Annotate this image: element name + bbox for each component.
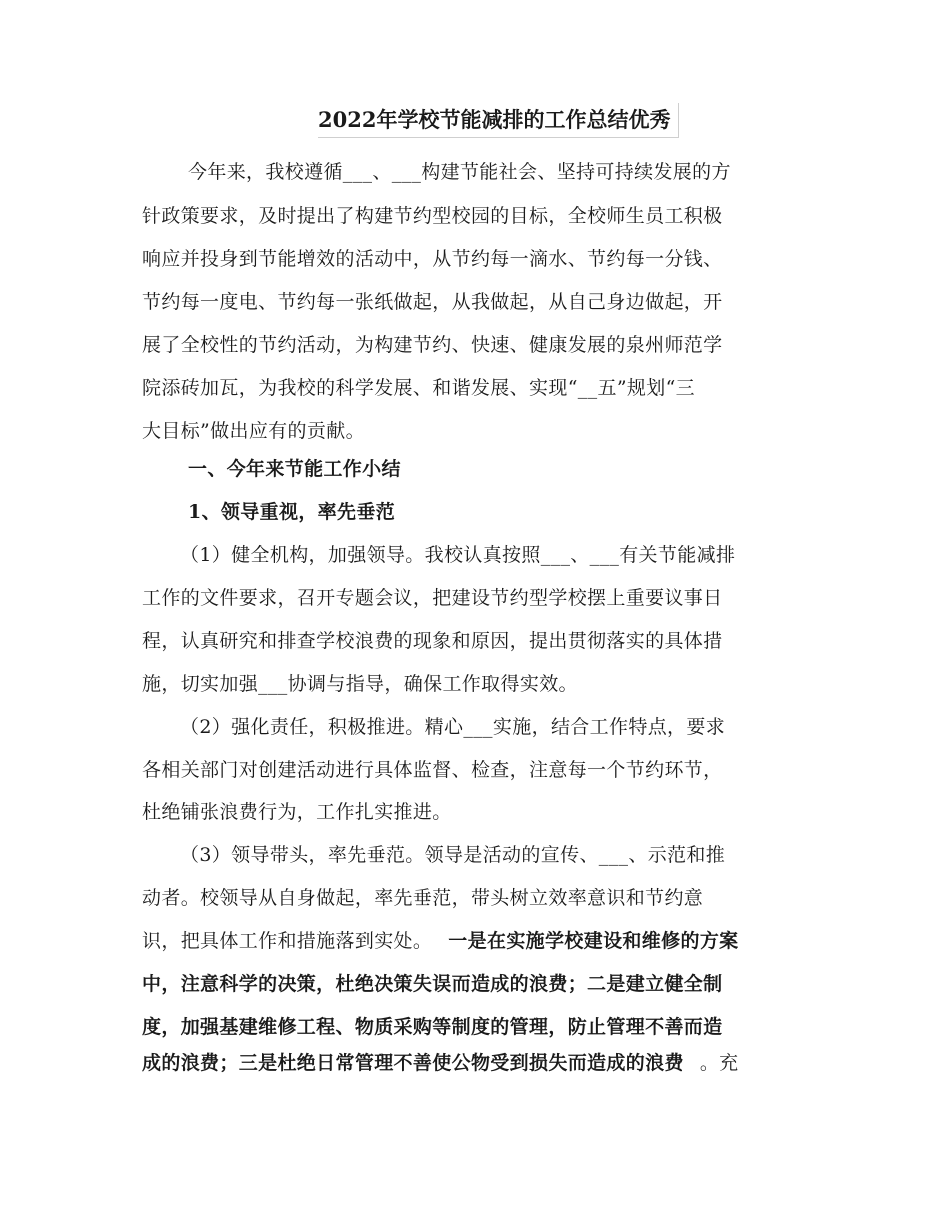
paragraph-line: 各相关部门对创建活动进行具体监督、检查，注意每一个节约环节， xyxy=(142,759,723,781)
bold-text: 一是在实施学校建设和维修的方案 xyxy=(448,930,739,952)
paragraph-line: 院添砖加瓦，为我校的科学发展、和谐发展、实现“__五”规划“三 xyxy=(142,377,695,399)
paragraph-line: 响应并投身到节能增效的活动中，从节约每一滴水、节约每一分钱、 xyxy=(142,248,723,270)
paragraph-line: 今年来，我校遵循___、___构建节能社会、坚持可持续发展的方 xyxy=(188,161,731,183)
paragraph-line xyxy=(142,1048,739,1078)
subsection-heading: 1、领导重视，率先垂范 xyxy=(188,501,396,523)
paragraph-line: 程，认真研究和排查学校浪费的现象和原因，提出贯彻落实的具体措 xyxy=(142,630,723,652)
paragraph-line: 大目标”做出应有的贡献。 xyxy=(142,420,365,442)
document-title: 2022年学校节能减排的工作总结优秀 xyxy=(318,103,679,138)
paragraph-line: 工作的文件要求，召开专题会议，把建设节约型学校摆上重要议事日 xyxy=(142,587,723,609)
paragraph-line xyxy=(142,926,739,956)
paragraph-line: （3）领导带头，率先垂范。领导是活动的宣传、___、示范和推 xyxy=(180,844,726,866)
paragraph-line: 杜绝铺张浪费行为，工作扎实推进。 xyxy=(142,801,452,823)
paragraph-line: 节约每一度电、节约每一张纸做起，从我做起，从自己身边做起，开 xyxy=(142,291,723,313)
paragraph-line-bold: 度，加强基建维修工程、物质采购等制度的管理，防止管理不善而造 xyxy=(142,1016,723,1038)
paragraph-line: 动者。校领导从自身做起，率先垂范，带头树立效率意识和节约意 xyxy=(142,887,704,909)
paragraph-line-bold: 中，注意科学的决策，杜绝决策失误而造成的浪费；二是建立健全制 xyxy=(142,973,723,995)
paragraph-line: 展了全校性的节约活动，为构建节约、快速、健康发展的泉州师范学 xyxy=(142,334,723,356)
paragraph-line: （1）健全机构，加强领导。我校认真按照___、___有关节能减排 xyxy=(180,544,736,566)
plain-text: 识，把具体工作和措施落到实处。 xyxy=(142,930,433,952)
plain-text: 。充 xyxy=(699,1052,739,1074)
section-heading: 一、今年来节能工作小结 xyxy=(188,458,401,480)
paragraph-line: 针政策要求，及时提出了构建节约型校园的目标，全校师生员工积极 xyxy=(142,205,723,227)
paragraph-line: （2）强化责任，积极推进。精心___实施，结合工作特点，要求 xyxy=(180,716,726,738)
bold-text: 成的浪费；三是杜绝日常管理不善使公物受到损失而造成的浪费 xyxy=(142,1052,684,1074)
paragraph-line: 施，切实加强___协调与指导，确保工作取得实效。 xyxy=(142,673,578,695)
